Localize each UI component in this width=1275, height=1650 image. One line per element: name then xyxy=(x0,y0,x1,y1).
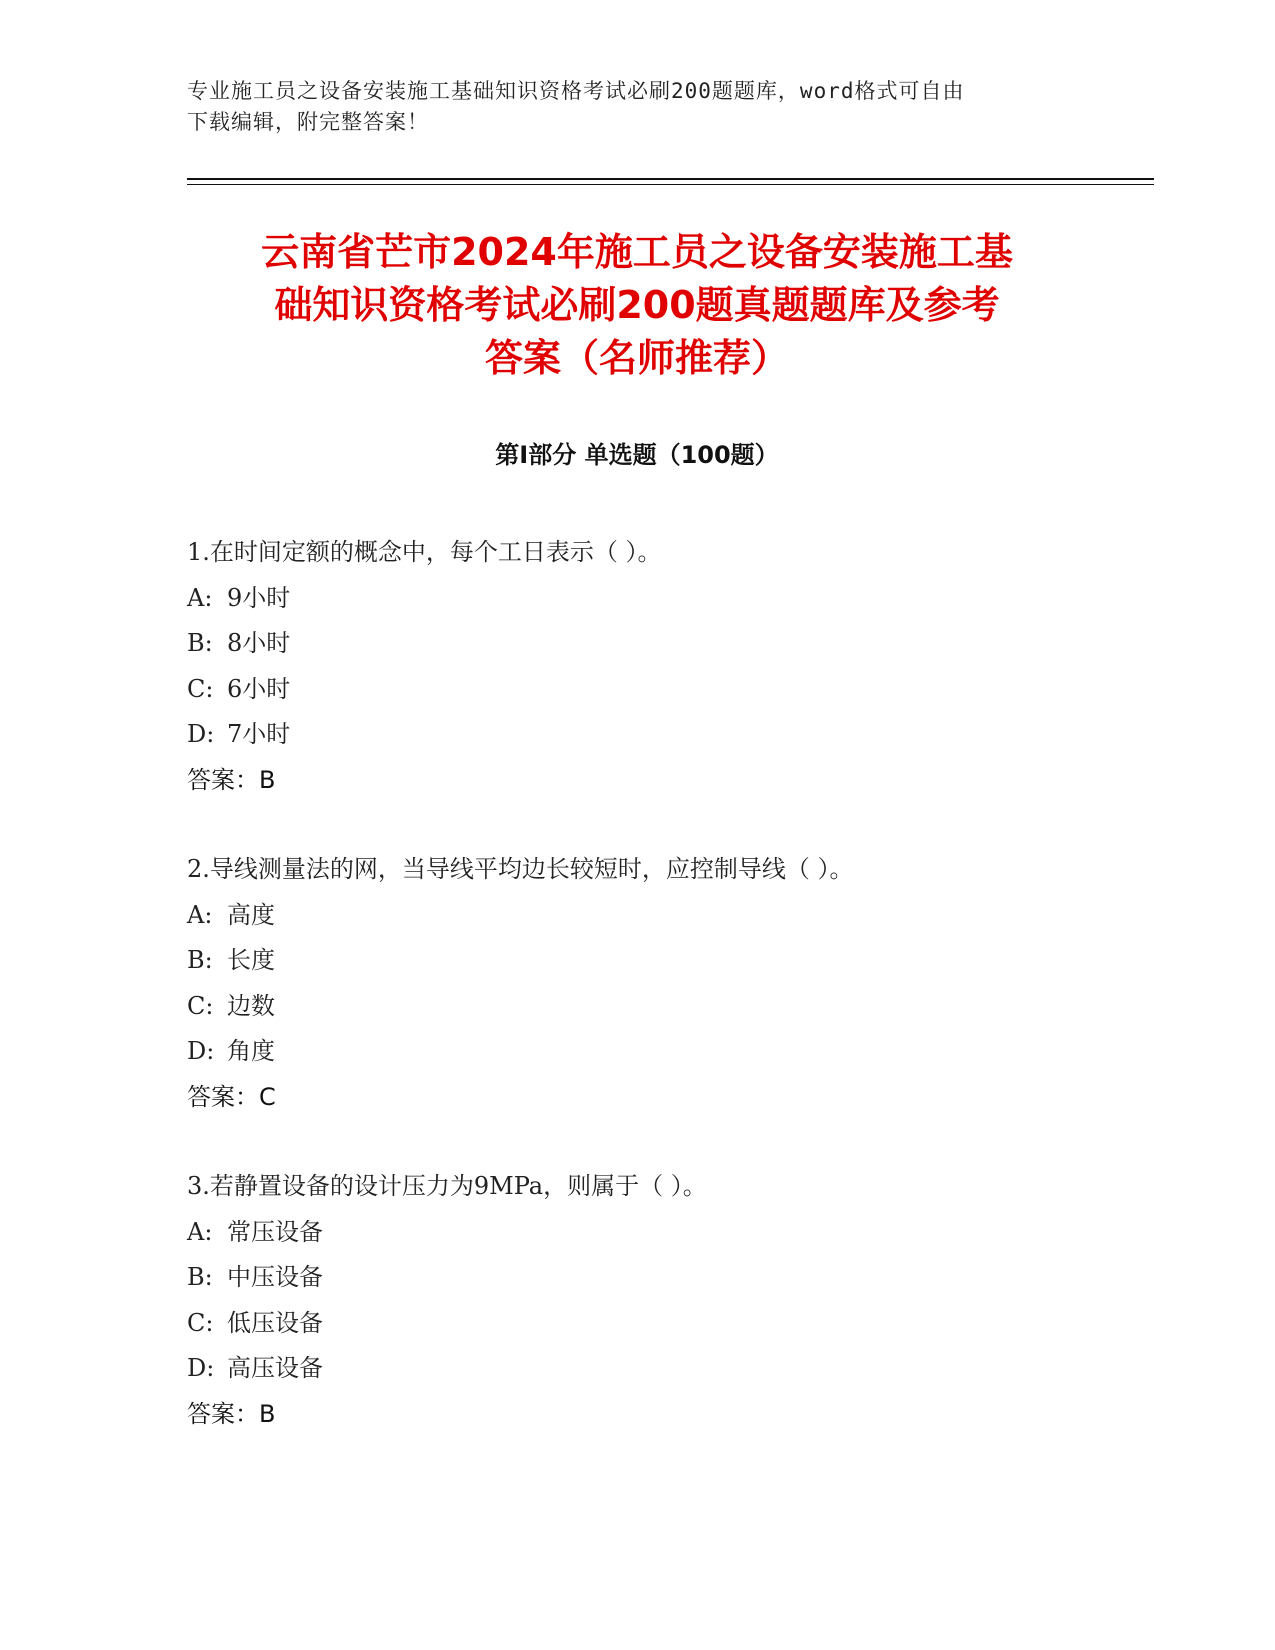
option-text: 低压设备 xyxy=(227,1308,323,1337)
header-divider-thin xyxy=(187,184,1154,185)
header-note-line-1: 专业施工员之设备安装施工基础知识资格考试必刷200题题库，word格式可自由 xyxy=(187,79,965,103)
option-a xyxy=(187,576,1147,622)
option-letter: D: xyxy=(187,1037,215,1065)
option-text: 边数 xyxy=(227,991,275,1020)
option-text: 高度 xyxy=(227,900,275,929)
option-text: 角度 xyxy=(227,1037,275,1065)
option-letter: A: xyxy=(187,1217,213,1246)
question-3 xyxy=(187,1164,1147,1437)
question-stem: 2.导线测量法的网，当导线平均边长较短时，应控制导线（ ）。 xyxy=(187,855,854,883)
option-text: 中压设备 xyxy=(227,1263,323,1291)
header-note-line-2: 下载编辑，附完整答案！ xyxy=(187,110,429,134)
option-letter: A: xyxy=(187,583,213,612)
question-stem: 1.在时间定额的概念中，每个工日表示（ ）。 xyxy=(187,538,662,566)
option-letter: C: xyxy=(187,674,214,703)
option-d xyxy=(187,1029,1147,1075)
question-1 xyxy=(187,530,1147,803)
option-text: 长度 xyxy=(227,946,275,974)
option-c xyxy=(187,667,1147,713)
option-b xyxy=(187,621,1147,667)
option-b xyxy=(187,1255,1147,1301)
option-letter: B: xyxy=(187,1263,213,1291)
page-title-line-3: 答案（名师推荐） xyxy=(484,336,789,380)
option-text: 6小时 xyxy=(227,674,291,703)
option-a xyxy=(187,893,1147,939)
option-text: 常压设备 xyxy=(227,1217,323,1246)
question-answer: 答案：C xyxy=(187,1082,276,1111)
header-divider-thick xyxy=(187,178,1154,180)
option-d xyxy=(187,712,1147,758)
page-title xyxy=(187,226,1087,385)
page-title-line-1: 云南省芒市2024年施工员之设备安装施工基 xyxy=(261,230,1013,274)
option-text: 7小时 xyxy=(227,720,291,748)
option-letter: A: xyxy=(187,900,213,929)
question-list xyxy=(187,530,1147,1481)
option-text: 8小时 xyxy=(227,629,291,657)
option-letter: B: xyxy=(187,946,213,974)
page-title-line-2: 础知识资格考试必刷200题真题题库及参考 xyxy=(274,283,1000,327)
option-text: 高压设备 xyxy=(227,1354,323,1382)
option-d xyxy=(187,1346,1147,1392)
option-letter: C: xyxy=(187,991,214,1020)
option-b xyxy=(187,938,1147,984)
question-stem: 3.若静置设备的设计压力为9MPa，则属于（ ）。 xyxy=(187,1172,707,1200)
question-answer: 答案：B xyxy=(187,765,276,794)
option-c xyxy=(187,1301,1147,1347)
option-letter: D: xyxy=(187,720,215,748)
option-text: 9小时 xyxy=(227,583,291,612)
question-answer: 答案：B xyxy=(187,1399,276,1428)
option-letter: D: xyxy=(187,1354,215,1382)
option-c xyxy=(187,984,1147,1030)
question-2 xyxy=(187,847,1147,1120)
option-letter: B: xyxy=(187,629,213,657)
header-note xyxy=(187,76,1087,138)
option-a xyxy=(187,1210,1147,1256)
option-letter: C: xyxy=(187,1308,214,1337)
section-heading: 第Ⅰ部分 单选题（100题） xyxy=(495,441,779,469)
